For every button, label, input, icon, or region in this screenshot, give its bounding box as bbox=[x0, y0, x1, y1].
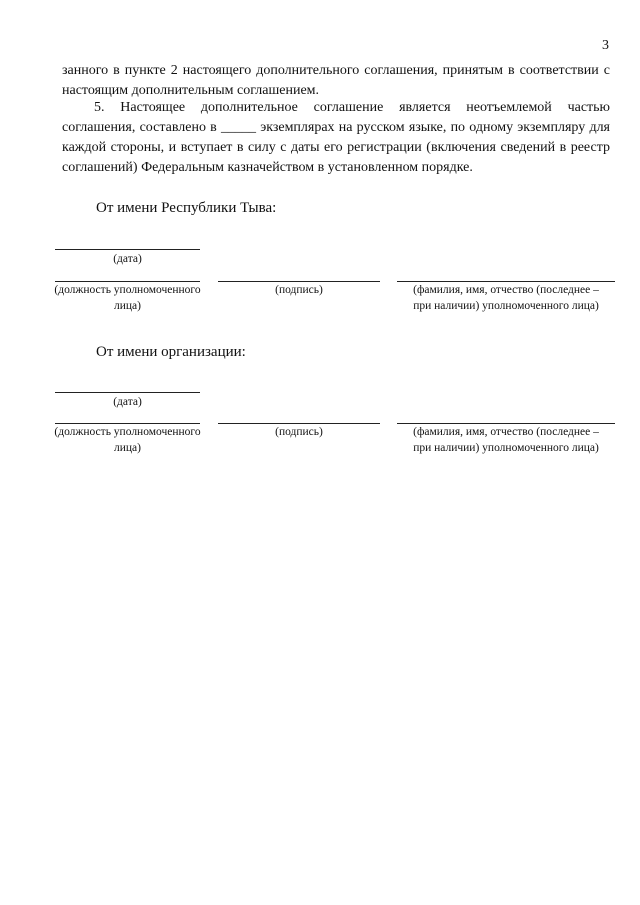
name-label: (фамилия, имя, отчество (последнее – при наличии) уполномоченного лица) bbox=[413, 426, 599, 454]
date-label: (дата) bbox=[113, 396, 142, 408]
signature-label: (подпись) bbox=[275, 426, 323, 438]
date-label: (дата) bbox=[113, 253, 142, 265]
paragraph-continuation: занного в пункте 2 настоящего дополнительного соглашения, принятым в соответствии с настоящим дополнительным соглашением. bbox=[62, 63, 610, 98]
signature-heading: От имени Республики Тыва: bbox=[96, 200, 277, 216]
paragraph-5: 5. Настоящее дополнительное соглашение является неотъемлемой частью соглашения, составлено в _____ экземплярах на русском языке, по одному экземпляру для каждой стороны, и вступает в силу с даты его регистрации (включения сведений в реестр соглашений) Федеральным казначейством в установленном порядке. bbox=[62, 100, 610, 175]
date-line bbox=[55, 392, 200, 393]
position-label: (должность уполномоченного лица) bbox=[54, 426, 201, 454]
position-label: (должность уполномоченного лица) bbox=[54, 284, 201, 312]
name-label: (фамилия, имя, отчество (последнее – при наличии) уполномоченного лица) bbox=[413, 284, 599, 312]
signature-heading: От имени организации: bbox=[96, 344, 246, 360]
page-number: 3 bbox=[602, 38, 609, 53]
signature-label: (подпись) bbox=[275, 284, 323, 296]
date-line bbox=[55, 249, 200, 250]
